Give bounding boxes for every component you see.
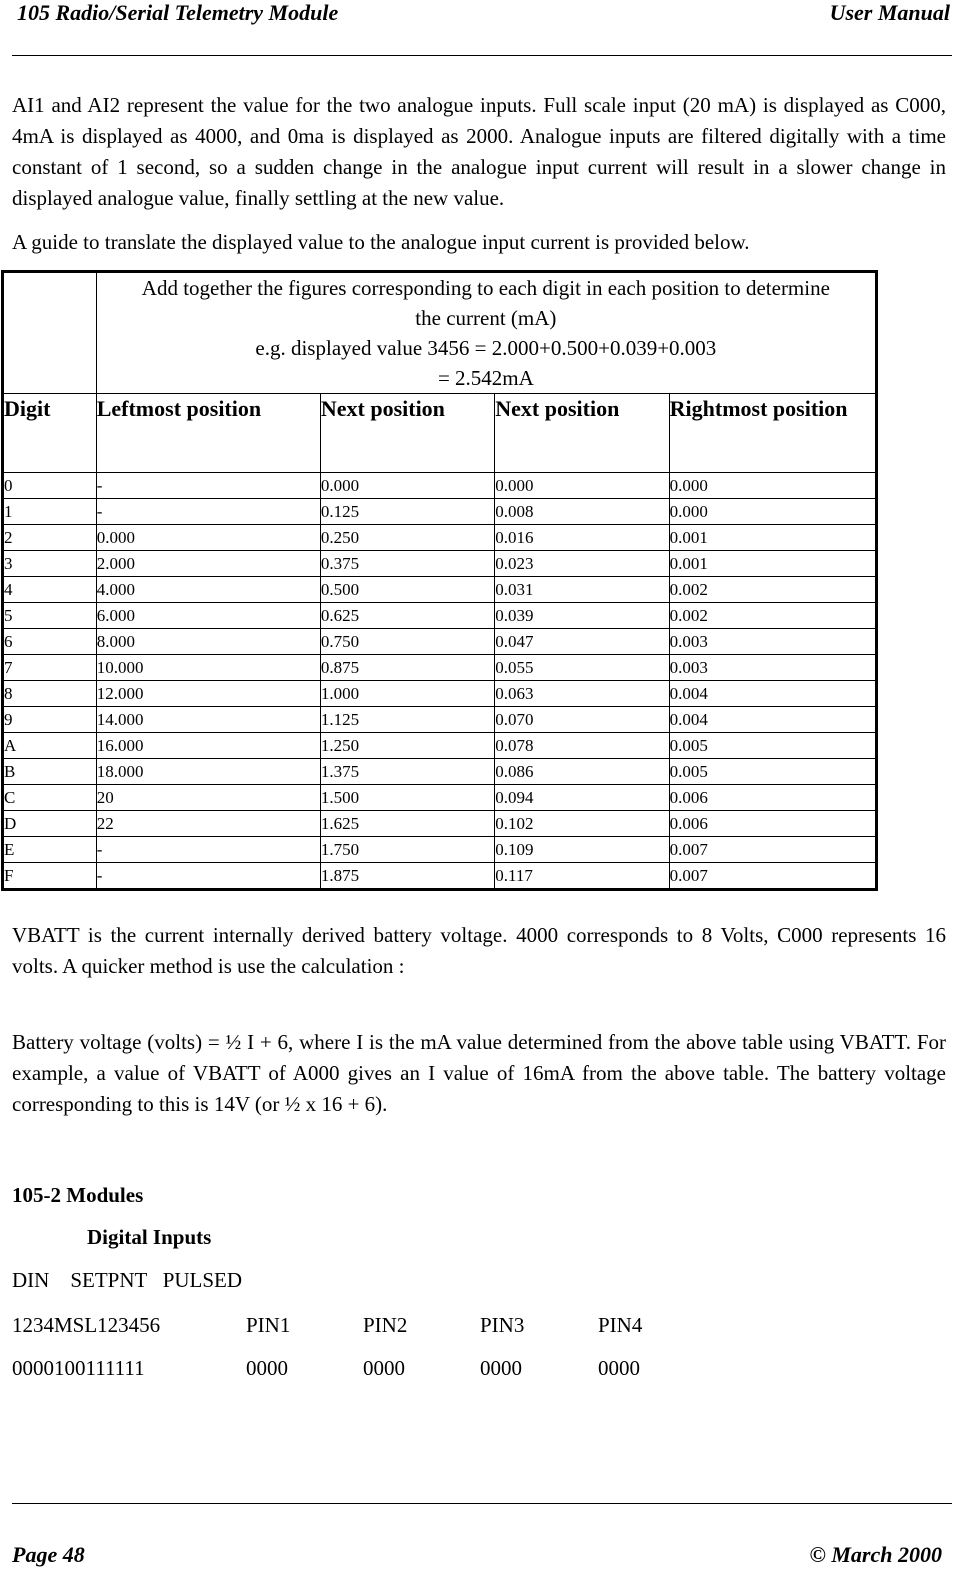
table-row	[3, 473, 877, 499]
cell-rightmost: 0.001	[669, 525, 876, 551]
copyright-date: © March 2000	[809, 1542, 942, 1567]
cell-leftmost: 22	[96, 811, 320, 837]
cell-next-1: 1.375	[320, 759, 494, 785]
pin-value-pin4: 0000	[598, 1356, 640, 1380]
analogue-inputs-paragraph: AI1 and AI2 represent the value for the two analogue inputs. Full scale input (20 mA) is displayed as C000, 4mA is displayed as 4000, and 0ma is displayed as 2000. Analogue inputs are filtered digitally with a time constant of 1 second, so a sudden change in the analogue input current will result in a slower change in displayed analogue value, finally settling at the new value.	[12, 93, 946, 210]
cell-leftmost: -	[96, 863, 320, 890]
table-row	[3, 551, 877, 577]
cell-next-1: 1.125	[320, 707, 494, 733]
pin-header-pin1: PIN1	[246, 1313, 291, 1337]
cell-digit: 0	[3, 473, 97, 499]
cell-digit: 3	[3, 551, 97, 577]
cell-next-1: 0.375	[320, 551, 494, 577]
intro-line-3: e.g. displayed value 3456 = 2.000+0.500+0.039+0.003	[255, 336, 717, 360]
table-row	[3, 603, 877, 629]
cell-leftmost: 2.000	[96, 551, 320, 577]
cell-next-2: 0.094	[495, 785, 669, 811]
table-row	[3, 863, 877, 890]
cell-rightmost: 0.006	[669, 785, 876, 811]
cell-next-1: 0.750	[320, 629, 494, 655]
table-header-row	[3, 394, 877, 473]
header-next-position-1: Next position	[320, 394, 494, 473]
cell-digit: 9	[3, 707, 97, 733]
cell-next-2: 0.055	[495, 655, 669, 681]
cell-rightmost: 0.004	[669, 681, 876, 707]
pin-value-bits: 0000100111111	[12, 1356, 145, 1380]
cell-digit: D	[3, 811, 97, 837]
cell-leftmost: -	[96, 499, 320, 525]
cell-rightmost: 0.005	[669, 759, 876, 785]
cell-next-1: 1.500	[320, 785, 494, 811]
cell-rightmost: 0.006	[669, 811, 876, 837]
cell-next-1: 1.000	[320, 681, 494, 707]
cell-next-2: 0.023	[495, 551, 669, 577]
header-rightmost-position: Rightmost position	[669, 394, 876, 473]
cell-digit: 4	[3, 577, 97, 603]
table-row	[3, 629, 877, 655]
cell-next-1: 0.125	[320, 499, 494, 525]
cell-rightmost: 0.007	[669, 837, 876, 863]
cell-next-2: 0.008	[495, 499, 669, 525]
table-row	[3, 707, 877, 733]
cell-next-1: 0.875	[320, 655, 494, 681]
cell-digit: 5	[3, 603, 97, 629]
cell-next-2: 0.063	[495, 681, 669, 707]
cell-next-2: 0.086	[495, 759, 669, 785]
cell-rightmost: 0.004	[669, 707, 876, 733]
pin-header-pin2: PIN2	[363, 1313, 408, 1337]
cell-next-2: 0.031	[495, 577, 669, 603]
current-translation-table	[1, 270, 878, 891]
header-leftmost-position: Leftmost position	[96, 394, 320, 473]
header-manual-label: User Manual	[829, 0, 950, 25]
cell-leftmost: 0.000	[96, 525, 320, 551]
table-row	[3, 837, 877, 863]
cell-digit: B	[3, 759, 97, 785]
cell-rightmost: 0.002	[669, 577, 876, 603]
cell-rightmost: 0.000	[669, 499, 876, 525]
table-row	[3, 733, 877, 759]
cell-next-2: 0.016	[495, 525, 669, 551]
header-digit: Digit	[3, 394, 97, 473]
cell-leftmost: -	[96, 473, 320, 499]
cell-next-2: 0.000	[495, 473, 669, 499]
page-header	[12, 0, 950, 30]
cell-next-2: 0.078	[495, 733, 669, 759]
table-intro-cell	[96, 272, 876, 394]
table-row	[3, 655, 877, 681]
cell-next-2: 0.070	[495, 707, 669, 733]
cell-leftmost: 14.000	[96, 707, 320, 733]
cell-next-1: 0.625	[320, 603, 494, 629]
cell-next-2: 0.102	[495, 811, 669, 837]
guide-paragraph: A guide to translate the displayed value to the analogue input current is provided below.	[12, 230, 750, 254]
cell-leftmost: 4.000	[96, 577, 320, 603]
cell-next-1: 0.500	[320, 577, 494, 603]
cell-next-1: 1.625	[320, 811, 494, 837]
header-title: 105 Radio/Serial Telemetry Module	[17, 0, 339, 25]
table-row	[3, 759, 877, 785]
cell-digit: 7	[3, 655, 97, 681]
cell-next-2: 0.039	[495, 603, 669, 629]
table-row	[3, 525, 877, 551]
cell-leftmost: -	[96, 837, 320, 863]
cell-digit: E	[3, 837, 97, 863]
battery-voltage-paragraph: Battery voltage (volts) = ½ I + 6, where I is the mA value determined from the above table using VBATT. For example, a value of VBATT of A000 gives an I value of 16mA from the above table. The battery voltage corresponding to this is 14V (or ½ x 16 + 6).	[12, 1030, 946, 1116]
cell-next-1: 0.000	[320, 473, 494, 499]
table-row	[3, 499, 877, 525]
table-row	[3, 811, 877, 837]
digital-inputs-labels: DIN SETPNT PULSED	[12, 1268, 243, 1292]
cell-digit: 2	[3, 525, 97, 551]
cell-digit: 8	[3, 681, 97, 707]
cell-leftmost: 10.000	[96, 655, 320, 681]
cell-leftmost: 16.000	[96, 733, 320, 759]
pin-header-pin4: PIN4	[598, 1313, 643, 1337]
cell-leftmost: 18.000	[96, 759, 320, 785]
vbatt-paragraph: VBATT is the current internally derived battery voltage. 4000 corresponds to 8 Volts, C000 represents 16 volts. A quicker method is use the calculation :	[12, 923, 946, 978]
cell-leftmost: 12.000	[96, 681, 320, 707]
pin-header-pin3: PIN3	[480, 1313, 525, 1337]
cell-next-2: 0.117	[495, 863, 669, 890]
header-rule	[12, 55, 952, 56]
table-row	[3, 577, 877, 603]
footer-rule	[12, 1503, 952, 1504]
pin-header-bits: 1234MSL123456	[12, 1313, 161, 1337]
cell-digit: A	[3, 733, 97, 759]
cell-digit: 1	[3, 499, 97, 525]
pin-value-pin2: 0000	[363, 1356, 405, 1380]
cell-leftmost: 6.000	[96, 603, 320, 629]
table-intro-row	[3, 272, 877, 394]
cell-rightmost: 0.001	[669, 551, 876, 577]
intro-line-1: Add together the figures corresponding to each digit in each position to determine	[141, 276, 830, 300]
cell-next-2: 0.109	[495, 837, 669, 863]
table-intro-empty-cell	[3, 272, 97, 394]
cell-next-1: 0.250	[320, 525, 494, 551]
header-next-position-2: Next position	[495, 394, 669, 473]
cell-digit: F	[3, 863, 97, 890]
intro-line-4: = 2.542mA	[437, 366, 534, 390]
cell-rightmost: 0.000	[669, 473, 876, 499]
page-number: Page 48	[12, 1542, 85, 1567]
section-title: 105-2 Modules	[12, 1183, 144, 1207]
pin-value-pin1: 0000	[246, 1356, 288, 1380]
cell-digit: C	[3, 785, 97, 811]
cell-next-1: 1.750	[320, 837, 494, 863]
section-subtitle: Digital Inputs	[87, 1225, 212, 1249]
pin-value-pin3: 0000	[480, 1356, 522, 1380]
cell-rightmost: 0.002	[669, 603, 876, 629]
cell-next-1: 1.875	[320, 863, 494, 890]
table-body	[3, 473, 877, 890]
cell-next-1: 1.250	[320, 733, 494, 759]
cell-leftmost: 20	[96, 785, 320, 811]
table-row	[3, 681, 877, 707]
cell-next-2: 0.047	[495, 629, 669, 655]
cell-rightmost: 0.003	[669, 655, 876, 681]
intro-line-2: the current (mA)	[415, 306, 557, 330]
cell-leftmost: 8.000	[96, 629, 320, 655]
cell-rightmost: 0.003	[669, 629, 876, 655]
cell-rightmost: 0.005	[669, 733, 876, 759]
table-row	[3, 785, 877, 811]
cell-rightmost: 0.007	[669, 863, 876, 890]
cell-digit: 6	[3, 629, 97, 655]
